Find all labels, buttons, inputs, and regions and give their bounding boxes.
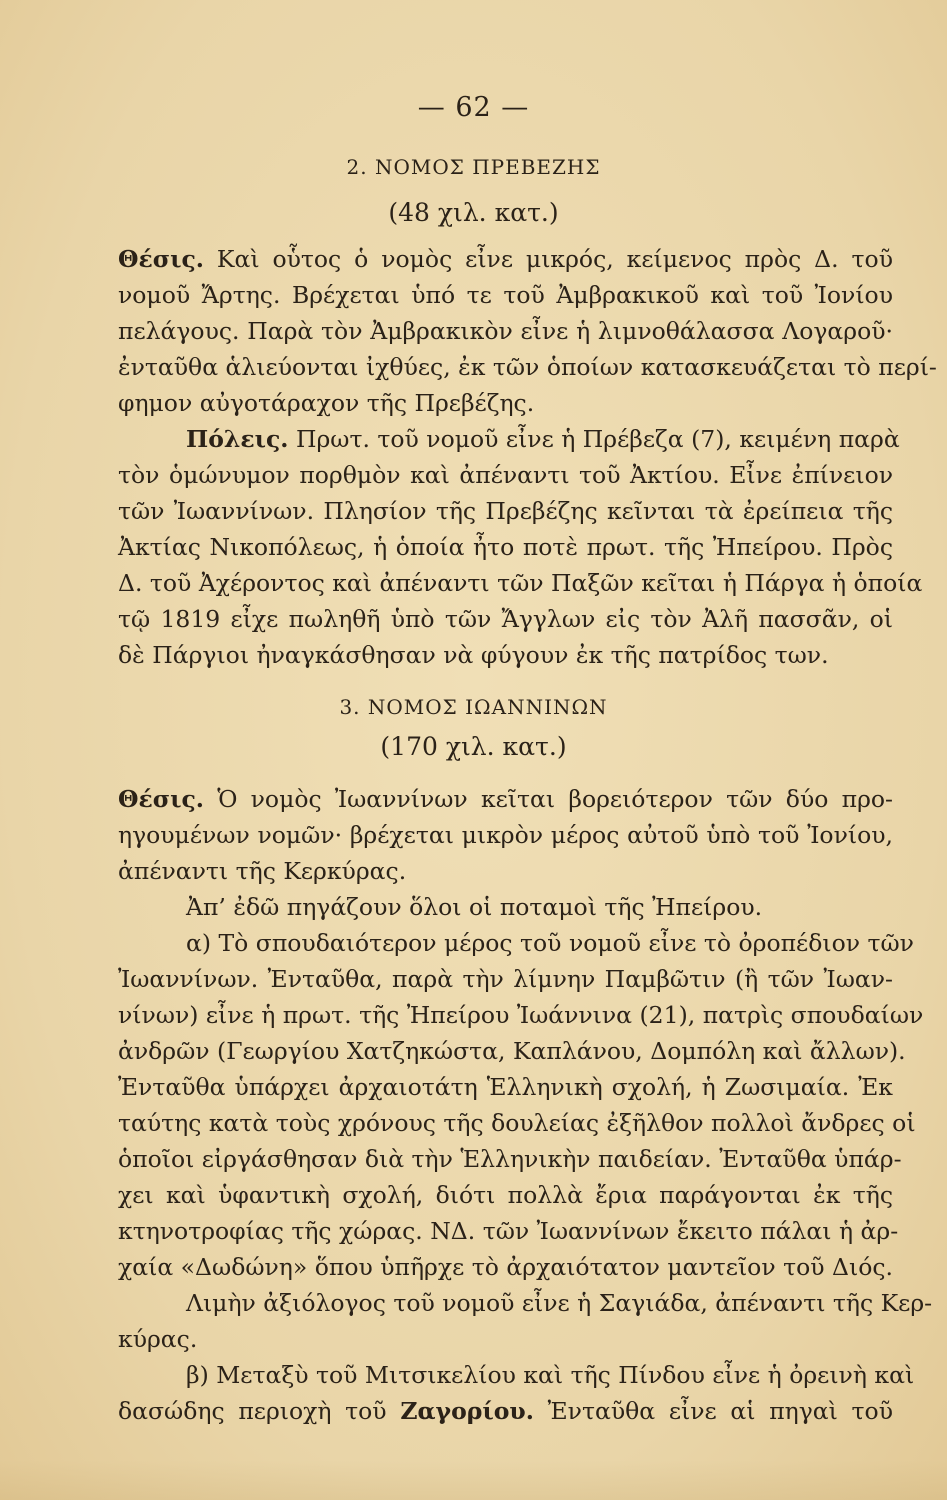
text-line: χει καὶ ὑφαντικὴ σχολή, διότι πολλὰ ἔρια παράγονται ἐκ τῆς (118, 1181, 893, 1209)
section-heading-preveza: 2. ΝΟΜΟΣ ΠΡΕΒΕΖΗΣ (346, 155, 601, 179)
text-line: Δ. τοῦ Ἀχέροντος καὶ ἀπέναντι τῶν Παξῶν κεῖται ἡ Πάργα ἡ ὁποία (118, 569, 923, 597)
text-line: β) Μεταξὺ τοῦ Μιτσικελίου καὶ τῆς Πίνδου εἶνε ἡ ὀρεινὴ καὶ (186, 1361, 915, 1389)
text-line: ηγουμένων νομῶν· βρέχεται μικρὸν μέρος αὐτοῦ ὑπὸ τοῦ Ἰονίου, (118, 821, 893, 849)
run-in-heading-position: Θέσις. (118, 245, 204, 273)
text-line: κτηνοτροφίας τῆς χώρας. ΝΔ. τῶν Ἰωαννίνων ἔκειτο πάλαι ἡ ἀρ- (118, 1217, 899, 1245)
text-line: ταύτης κατὰ τοὺς χρόνους τῆς δουλείας ἐξῆλθον πολλοὶ ἄνδρες οἱ (118, 1109, 916, 1137)
section-heading-ioannina: 3. ΝΟΜΟΣ ΙΩΑΝΝΙΝΩΝ (339, 695, 608, 719)
text-line: Ἰωαννίνων. Ἐνταῦθα, παρὰ τὴν λίμνην Παμβῶτιν (ἢ τῶν Ἰωαν- (118, 965, 893, 993)
text-line: ἐνταῦθα ἁλιεύονται ἰχθύες, ἐκ τῶν ὁποίων κατασκευάζεται τὸ περί- (118, 353, 937, 381)
text-line: κύρας. (118, 1325, 198, 1353)
paper-edge-shade (0, 1460, 947, 1500)
text-line: τῷ 1819 εἶχε πωληθῆ ὑπὸ τῶν Ἄγγλων εἰς τὸν Ἀλῆ πασσᾶν, οἱ (118, 605, 893, 633)
text-line: φημον αὐγοτάραχον τῆς Πρεβέζης. (118, 389, 535, 417)
page-number: — 62 — (417, 92, 530, 123)
section-area-ioannina: (170 χιλ. κατ.) (380, 732, 567, 761)
text-line: νίνων) εἶνε ἡ πρωτ. τῆς Ἠπείρου Ἰωάννινα (21), πατρὶς σπουδαίων (118, 1001, 924, 1029)
section-area-preveza: (48 χιλ. κατ.) (388, 198, 559, 227)
bold-place-name: Ζαγορίου. (400, 1397, 534, 1425)
run-in-heading-cities: Πόλεις. (186, 425, 289, 453)
text-line: Θέσις. Ὁ νομὸς Ἰωαννίνων κεῖται βορειότερον τῶν δύο προ- (118, 785, 893, 813)
text-line: α) Τὸ σπουδαιότερον μέρος τοῦ νομοῦ εἶνε τὸ ὀροπέδιον τῶν (186, 929, 914, 957)
text-line: Λιμὴν ἀξιόλογος τοῦ νομοῦ εἶνε ἡ Σαγιάδα, ἀπέναντι τῆς Κερ- (186, 1289, 933, 1317)
text-line: δὲ Πάργιοι ἠναγκάσθησαν νὰ φύγουν ἐκ τῆς πατρίδος των. (118, 641, 829, 669)
text-line: Πόλεις. Πρωτ. τοῦ νομοῦ εἶνε ἡ Πρέβεζα (7), κειμένη παρὰ (186, 425, 900, 453)
run-in-heading-position: Θέσις. (118, 785, 204, 813)
text-line: νομοῦ Ἄρτης. Βρέχεται ὑπό τε τοῦ Ἀμβρακικοῦ καὶ τοῦ Ἰονίου (118, 281, 893, 309)
text-line: πελάγους. Παρὰ τὸν Ἀμβρακικὸν εἶνε ἡ λιμνοθάλασσα Λογαροῦ· (118, 317, 893, 345)
text-line: χαία «Δωδώνη» ὅπου ὑπῆρχε τὸ ἀρχαιότατον μαντεῖον τοῦ Διός. (118, 1253, 893, 1281)
text-line: τῶν Ἰωαννίνων. Πλησίον τῆς Πρεβέζης κεῖνται τὰ ἐρείπεια τῆς (118, 497, 893, 525)
text-line: ὁποῖοι εἰργάσθησαν διὰ τὴν Ἑλληνικὴν παιδείαν. Ἐνταῦθα ὑπάρ- (118, 1145, 902, 1173)
text-line: Θέσις. Καὶ οὗτος ὁ νομὸς εἶνε μικρός, κείμενος πρὸς Δ. τοῦ (118, 245, 893, 273)
text-line: Ἀπ’ ἐδῶ πηγάζουν ὅλοι οἱ ποταμοὶ τῆς Ἠπείρου. (186, 893, 763, 921)
text-line: ἀπέναντι τῆς Κερκύρας. (118, 857, 407, 885)
text-line: ἀνδρῶν (Γεωργίου Χατζηκώστα, Καπλάνου, Δομπόλη καὶ ἄλλων). (118, 1037, 906, 1065)
text-line: Ἀκτίας Νικοπόλεως, ἡ ὁποία ἦτο ποτὲ πρωτ. τῆς Ἠπείρου. Πρὸς (118, 533, 893, 561)
text-line: Ἐνταῦθα ὑπάρχει ἀρχαιοτάτη Ἑλληνικὴ σχολή, ἡ Ζωσιμαία. Ἐκ (118, 1073, 893, 1101)
text-line: τὸν ὁμώνυμον πορθμὸν καὶ ἀπέναντι τοῦ Ἀκτίου. Εἶνε ἐπίνειον (118, 461, 893, 489)
text-line: δασώδης περιοχὴ τοῦ Ζαγορίου. Ἐνταῦθα εἶνε αἱ πηγαὶ τοῦ (118, 1397, 893, 1425)
